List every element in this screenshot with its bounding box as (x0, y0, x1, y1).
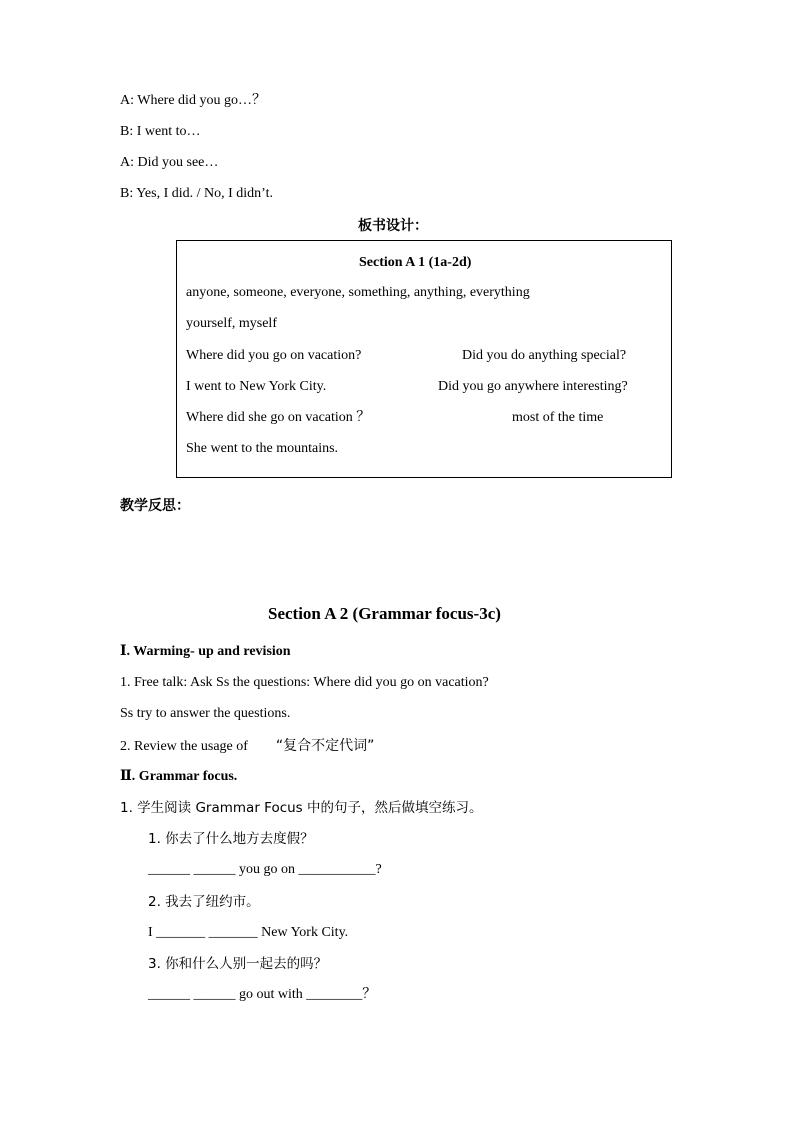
free-talk-line: 1. Free talk: Ask Ss the questions: Where did you go on vacation? (120, 675, 489, 690)
teaching-reflection-heading: 教学反思： (120, 498, 190, 514)
question-3-chinese: 3. 你和什么人别一起去的吗？ (148, 956, 328, 972)
review-text: 2. Review the usage of (120, 739, 248, 754)
question-1-chinese: 1. 你去了什么地方去度假？ (148, 831, 314, 847)
dialog-line-a1: A: Where did you go…？ (120, 93, 266, 108)
board-row4-left: I went to New York City. (186, 379, 327, 394)
question-3-blank: ______ ______ go out with ________？ (148, 987, 377, 1002)
board-line-reflexives: yourself, myself (186, 316, 277, 331)
board-design-box (176, 240, 672, 478)
question-2-blank: I _______ _______ New York City. (148, 925, 349, 940)
grammar-instruction: 1. 学生阅读 Grammar Focus 中的句子，然后做填空练习。 (120, 800, 483, 816)
board-line-pronouns: anyone, someone, everyone, something, anything, everything (186, 285, 530, 300)
board-title: Section A 1 (1a-2d) (359, 255, 472, 270)
section-title: Section A 2 (Grammar focus-3c) (268, 604, 501, 623)
dialog-line-a2: A: Did you see… (120, 155, 219, 170)
board-row5-right: most of the time (512, 410, 604, 425)
question-1-blank: ______ ______ you go on ___________? (148, 862, 382, 877)
board-row5-left: Where did she go on vacation ？ (186, 410, 371, 425)
dialog-line-b2: B: Yes, I did. / No, I didn’t. (120, 186, 273, 201)
board-row3-right: Did you do anything special? (462, 348, 627, 363)
board-row6-left: She went to the mountains. (186, 441, 339, 456)
board-row4-right: Did you go anywhere interesting? (438, 379, 628, 394)
part2-heading: Ⅱ. Grammar focus. (120, 769, 238, 784)
review-line (120, 736, 374, 757)
review-term: “复合不定代词” (275, 738, 375, 754)
board-design-heading: 板书设计： (358, 218, 428, 234)
question-2-chinese: 2. 我去了纽约市。 (148, 894, 260, 910)
part1-heading: Ⅰ. Warming- up and revision (120, 644, 291, 659)
board-row3-left: Where did you go on vacation? (186, 348, 362, 363)
answer-line: Ss try to answer the questions. (120, 706, 291, 721)
dialog-line-b1: B: I went to… (120, 124, 201, 139)
